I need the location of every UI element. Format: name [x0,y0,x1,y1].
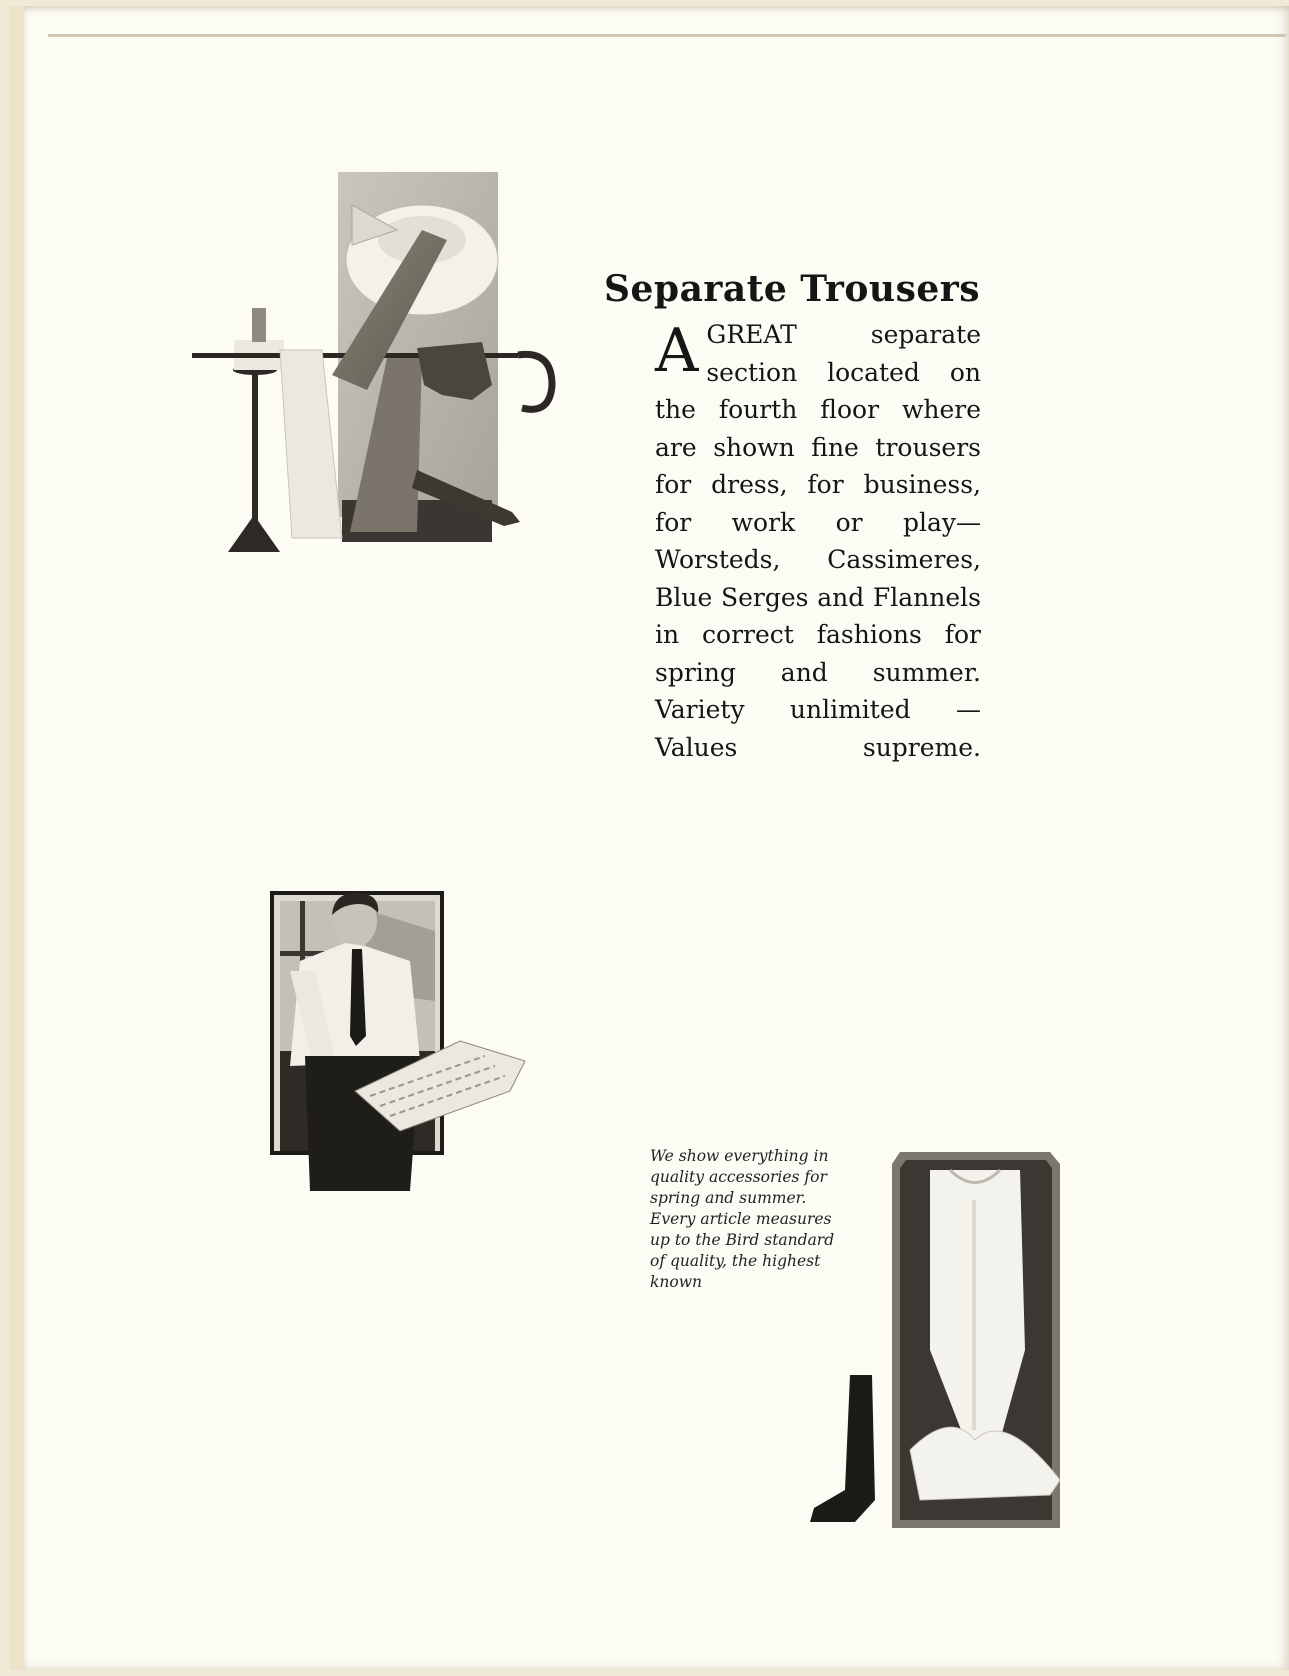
body-paragraph-text: GREAT separate section located on the fourth floor where are shown fine trousers for dress, for business, for work or play—Worsteds, Cassimeres, Blue Serges and Flannels in correct fashions for spring and summer. Variety unlimited —Values supreme. [655,320,981,762]
top-rule [48,34,1286,37]
page-heading: Separate Trousers [604,268,980,311]
drop-cap: A [655,316,699,386]
man-reading-illustration [270,891,530,1191]
body-paragraph [655,316,981,766]
collar-tie-gloves-umbrella-illustration [192,170,572,580]
union-suit-and-stocking-illustration [800,1150,1070,1530]
accessories-caption: We show everything in quality accessories for spring and summer. Every article measures up to the Bird standard of quality, the highest known [650,1147,835,1291]
